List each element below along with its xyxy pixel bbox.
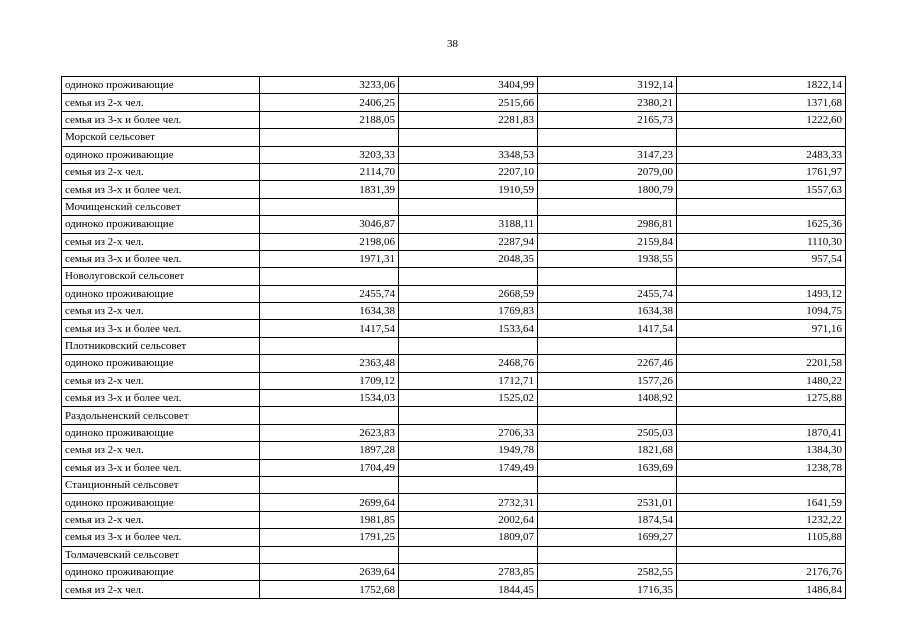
- value-cell: 2165,73: [538, 111, 677, 128]
- row-label: семья из 2-х чел.: [62, 372, 260, 389]
- table-row: [62, 529, 846, 546]
- table-row: [62, 77, 846, 94]
- table-row: [62, 424, 846, 441]
- value-cell: 1800,79: [538, 181, 677, 198]
- table-row: [62, 511, 846, 528]
- value-cell: [399, 198, 538, 215]
- value-cell: 1809,07: [399, 529, 538, 546]
- row-label: семья из 2-х чел.: [62, 511, 260, 528]
- value-cell: 1417,54: [538, 320, 677, 337]
- page-number: 38: [447, 38, 458, 50]
- row-label: одиноко проживающие: [62, 285, 260, 302]
- value-cell: 1870,41: [677, 424, 846, 441]
- table-row: [62, 442, 846, 459]
- value-cell: 1874,54: [538, 511, 677, 528]
- table-row: [62, 303, 846, 320]
- value-cell: 1761,97: [677, 163, 846, 180]
- value-cell: [260, 129, 399, 146]
- value-cell: [260, 407, 399, 424]
- row-label: семья из 3-х и более чел.: [62, 529, 260, 546]
- value-cell: [399, 268, 538, 285]
- value-cell: 1384,30: [677, 442, 846, 459]
- table-row: [62, 94, 846, 111]
- value-cell: [260, 198, 399, 215]
- value-cell: 1749,49: [399, 459, 538, 476]
- value-cell: 2986,81: [538, 216, 677, 233]
- value-cell: 1577,26: [538, 372, 677, 389]
- value-cell: 1981,85: [260, 511, 399, 528]
- section-name: Станционный сельсовет: [62, 476, 260, 493]
- value-cell: 1417,54: [260, 320, 399, 337]
- section-name: Новолуговской сельсовет: [62, 268, 260, 285]
- value-cell: 1938,55: [538, 250, 677, 267]
- value-cell: 2699,64: [260, 494, 399, 511]
- value-cell: [260, 337, 399, 354]
- row-label: одиноко проживающие: [62, 494, 260, 511]
- section-header-row: [62, 337, 846, 354]
- table-row: [62, 563, 846, 580]
- row-label: семья из 3-х и более чел.: [62, 181, 260, 198]
- value-cell: [677, 129, 846, 146]
- value-cell: [538, 546, 677, 563]
- value-cell: [399, 129, 538, 146]
- section-name: Плотниковский сельсовет: [62, 337, 260, 354]
- value-cell: 3046,87: [260, 216, 399, 233]
- value-cell: 3192,14: [538, 77, 677, 94]
- row-label: семья из 2-х чел.: [62, 581, 260, 598]
- value-cell: 1525,02: [399, 390, 538, 407]
- value-cell: 1634,38: [538, 303, 677, 320]
- value-cell: 2483,33: [677, 146, 846, 163]
- value-cell: 1822,14: [677, 77, 846, 94]
- value-cell: 2287,94: [399, 233, 538, 250]
- value-cell: 1821,68: [538, 442, 677, 459]
- value-cell: 1709,12: [260, 372, 399, 389]
- value-cell: 3147,23: [538, 146, 677, 163]
- value-cell: [538, 268, 677, 285]
- value-cell: 2201,58: [677, 355, 846, 372]
- value-cell: 2531,01: [538, 494, 677, 511]
- value-cell: 2363,48: [260, 355, 399, 372]
- section-name: Морской сельсовет: [62, 129, 260, 146]
- row-label: семья из 2-х чел.: [62, 233, 260, 250]
- value-cell: 2406,25: [260, 94, 399, 111]
- value-cell: 2188,05: [260, 111, 399, 128]
- row-label: одиноко проживающие: [62, 77, 260, 94]
- value-cell: 2455,74: [538, 285, 677, 302]
- value-cell: [260, 546, 399, 563]
- value-cell: 1110,30: [677, 233, 846, 250]
- value-cell: [538, 476, 677, 493]
- row-label: одиноко проживающие: [62, 355, 260, 372]
- value-cell: 2267,46: [538, 355, 677, 372]
- table-row: [62, 372, 846, 389]
- value-cell: 1769,83: [399, 303, 538, 320]
- row-label: одиноко проживающие: [62, 146, 260, 163]
- value-cell: [399, 546, 538, 563]
- value-cell: 1791,25: [260, 529, 399, 546]
- value-cell: 1831,39: [260, 181, 399, 198]
- value-cell: [677, 198, 846, 215]
- value-cell: 2207,10: [399, 163, 538, 180]
- value-cell: 1557,63: [677, 181, 846, 198]
- value-cell: [399, 476, 538, 493]
- value-cell: 3348,53: [399, 146, 538, 163]
- table-row: [62, 581, 846, 598]
- section-header-row: [62, 268, 846, 285]
- value-cell: [677, 268, 846, 285]
- value-cell: 2048,35: [399, 250, 538, 267]
- row-label: одиноко проживающие: [62, 563, 260, 580]
- value-cell: [538, 198, 677, 215]
- row-label: семья из 2-х чел.: [62, 303, 260, 320]
- table-row: [62, 390, 846, 407]
- value-cell: 1480,22: [677, 372, 846, 389]
- value-cell: 3404,99: [399, 77, 538, 94]
- table-row: [62, 355, 846, 372]
- value-cell: 1897,28: [260, 442, 399, 459]
- value-cell: 1699,27: [538, 529, 677, 546]
- value-cell: [677, 337, 846, 354]
- row-label: семья из 2-х чел.: [62, 163, 260, 180]
- value-cell: 2732,31: [399, 494, 538, 511]
- section-name: Раздольненский сельсовет: [62, 407, 260, 424]
- value-cell: [538, 337, 677, 354]
- value-cell: 1534,03: [260, 390, 399, 407]
- value-cell: [399, 407, 538, 424]
- value-cell: 1625,36: [677, 216, 846, 233]
- data-table: [61, 76, 846, 599]
- value-cell: 957,54: [677, 250, 846, 267]
- value-cell: 1533,64: [399, 320, 538, 337]
- value-cell: 1238,78: [677, 459, 846, 476]
- value-cell: 2455,74: [260, 285, 399, 302]
- value-cell: 2079,00: [538, 163, 677, 180]
- value-cell: 1639,69: [538, 459, 677, 476]
- value-cell: [260, 476, 399, 493]
- value-cell: 2002,64: [399, 511, 538, 528]
- row-label: семья из 2-х чел.: [62, 442, 260, 459]
- section-name: Мочищенский сельсовет: [62, 198, 260, 215]
- value-cell: 2639,64: [260, 563, 399, 580]
- value-cell: 2582,55: [538, 563, 677, 580]
- section-name: Толмачевский сельсовет: [62, 546, 260, 563]
- section-header-row: [62, 407, 846, 424]
- value-cell: 2468,76: [399, 355, 538, 372]
- table-row: [62, 216, 846, 233]
- value-cell: 2505,03: [538, 424, 677, 441]
- row-label: семья из 3-х и более чел.: [62, 459, 260, 476]
- value-cell: 2198,06: [260, 233, 399, 250]
- table-row: [62, 459, 846, 476]
- section-header-row: [62, 476, 846, 493]
- section-header-row: [62, 198, 846, 215]
- value-cell: 2159,84: [538, 233, 677, 250]
- value-cell: 1971,31: [260, 250, 399, 267]
- value-cell: 1105,88: [677, 529, 846, 546]
- row-label: одиноко проживающие: [62, 216, 260, 233]
- value-cell: 1486,84: [677, 581, 846, 598]
- section-header-row: [62, 546, 846, 563]
- value-cell: 1408,92: [538, 390, 677, 407]
- value-cell: 2623,83: [260, 424, 399, 441]
- value-cell: [538, 129, 677, 146]
- value-cell: 2783,85: [399, 563, 538, 580]
- value-cell: 2281,83: [399, 111, 538, 128]
- row-label: семья из 3-х и более чел.: [62, 250, 260, 267]
- value-cell: 3233,06: [260, 77, 399, 94]
- value-cell: [677, 546, 846, 563]
- table-body: [62, 77, 846, 599]
- row-label: семья из 3-х и более чел.: [62, 111, 260, 128]
- row-label: семья из 3-х и более чел.: [62, 390, 260, 407]
- value-cell: 2668,59: [399, 285, 538, 302]
- table-row: [62, 163, 846, 180]
- row-label: одиноко проживающие: [62, 424, 260, 441]
- value-cell: 1371,68: [677, 94, 846, 111]
- table-row: [62, 181, 846, 198]
- value-cell: 1275,88: [677, 390, 846, 407]
- value-cell: 1222,60: [677, 111, 846, 128]
- value-cell: 971,16: [677, 320, 846, 337]
- section-header-row: [62, 129, 846, 146]
- value-cell: [399, 337, 538, 354]
- table-row: [62, 111, 846, 128]
- table-row: [62, 146, 846, 163]
- value-cell: 2176,76: [677, 563, 846, 580]
- value-cell: 1752,68: [260, 581, 399, 598]
- value-cell: 1844,45: [399, 581, 538, 598]
- value-cell: 2515,66: [399, 94, 538, 111]
- value-cell: [677, 476, 846, 493]
- value-cell: 1910,59: [399, 181, 538, 198]
- value-cell: 2380,21: [538, 94, 677, 111]
- value-cell: 1712,71: [399, 372, 538, 389]
- table-row: [62, 494, 846, 511]
- row-label: семья из 2-х чел.: [62, 94, 260, 111]
- value-cell: 2114,70: [260, 163, 399, 180]
- table-row: [62, 320, 846, 337]
- value-cell: 1493,12: [677, 285, 846, 302]
- value-cell: 1949,78: [399, 442, 538, 459]
- table-row: [62, 233, 846, 250]
- value-cell: 3203,33: [260, 146, 399, 163]
- value-cell: 1094,75: [677, 303, 846, 320]
- value-cell: 1634,38: [260, 303, 399, 320]
- table-row: [62, 285, 846, 302]
- value-cell: 1704,49: [260, 459, 399, 476]
- value-cell: 1232,22: [677, 511, 846, 528]
- value-cell: 3188,11: [399, 216, 538, 233]
- value-cell: 1641,59: [677, 494, 846, 511]
- value-cell: 2706,33: [399, 424, 538, 441]
- table-row: [62, 250, 846, 267]
- value-cell: [538, 407, 677, 424]
- value-cell: [260, 268, 399, 285]
- value-cell: 1716,35: [538, 581, 677, 598]
- row-label: семья из 3-х и более чел.: [62, 320, 260, 337]
- value-cell: [677, 407, 846, 424]
